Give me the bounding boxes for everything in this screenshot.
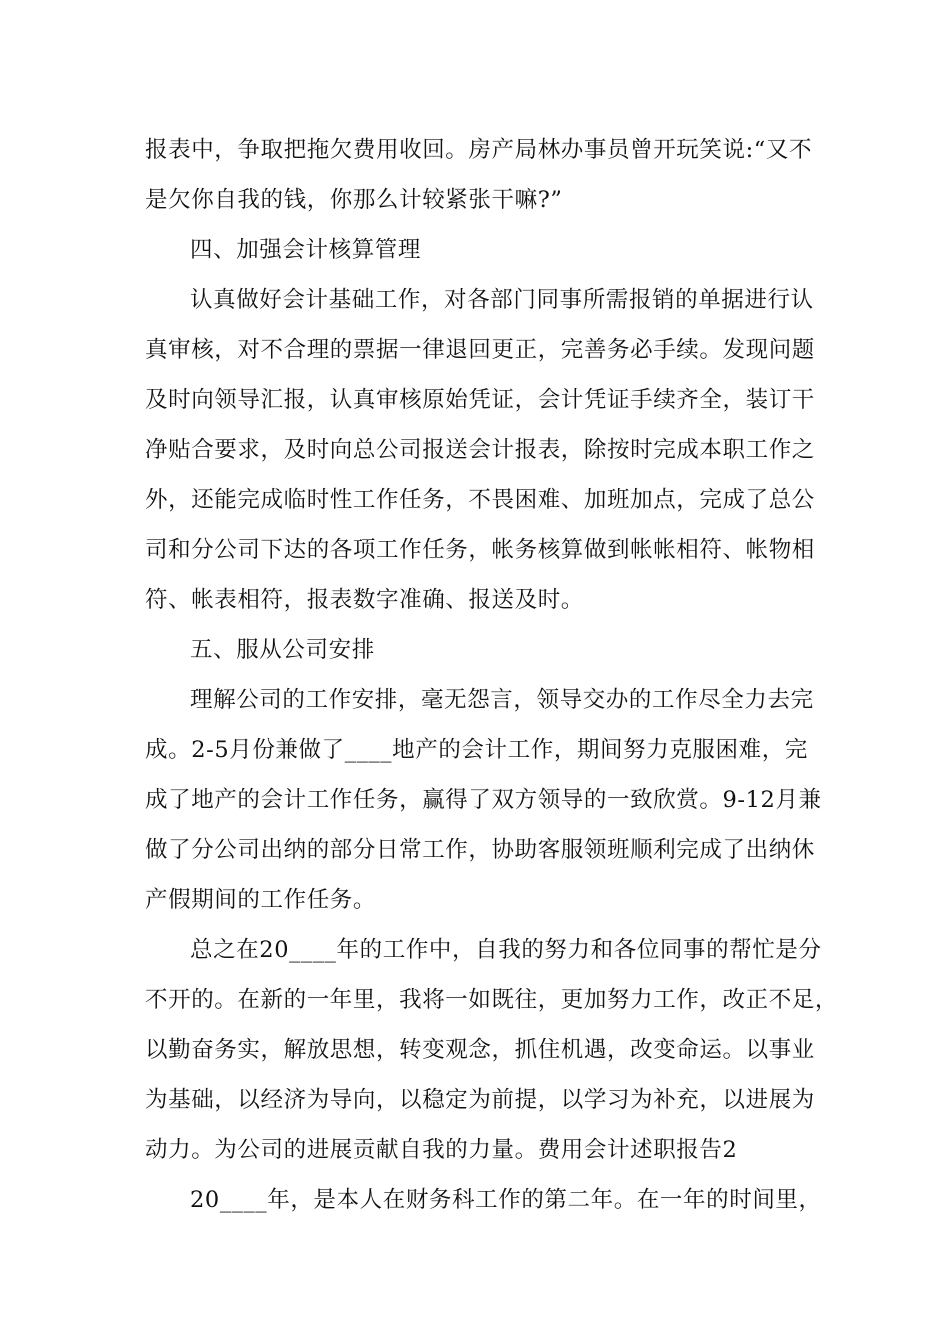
text-line: 成。2-5月份兼做了____地产的会计工作，期间努力克服困难，完: [145, 737, 808, 763]
text-line: 为基础，以经济为导向，以稳定为前提，以学习为补充，以进展为: [145, 1087, 815, 1113]
text-line: 报表中，争取把拖欠费用收回。房产局林办事员曾开玩笑说:“又不: [145, 137, 813, 163]
text-line: 净贴合要求，及时向总公司报送会计报表，除按时完成本职工作之: [145, 437, 815, 463]
text-line: 真审核，对不合理的票据一律退回更正，完善务必手续。发现问题: [145, 337, 815, 363]
text-line: 不开的。在新的一年里，我将一如既往，更加努力工作，改正不足，: [145, 987, 839, 1013]
section-heading: 五、服从公司安排: [190, 637, 375, 663]
text-line: 20____年，是本人在财务科工作的第二年。在一年的时间里，: [190, 1187, 822, 1213]
text-line: 是欠你自我的钱，你那么计较紧张干嘛?”: [145, 187, 563, 213]
text-line: 做了分公司出纳的部分日常工作，协助客服领班顺利完成了出纳休: [145, 837, 815, 863]
text-line: 外，还能完成临时性工作任务，不畏困难、加班加点，完成了总公: [145, 487, 815, 513]
text-line: 符、帐表相符，报表数字准确、报送及时。: [145, 587, 584, 613]
text-line: 以勤奋务实，解放思想，转变观念，抓住机遇，改变命运。以事业: [145, 1037, 815, 1063]
text-line: 产假期间的工作任务。: [145, 887, 377, 913]
text-line: 及时向领导汇报，认真审核原始凭证，会计凭证手续齐全，装订干: [145, 387, 815, 413]
text-line: 司和分公司下达的各项工作任务，帐务核算做到帐帐相符、帐物相: [145, 537, 815, 563]
text-line: 动力。为公司的进展贡献自我的力量。费用会计述职报告2: [145, 1137, 738, 1163]
text-line: 总之在20____年的工作中，自我的努力和各位同事的帮忙是分: [190, 937, 822, 963]
text-line: 成了地产的会计工作任务，赢得了双方领导的一致欣赏。9-12月兼: [145, 787, 822, 813]
text-line: 认真做好会计基础工作，对各部门同事所需报销的单据进行认: [190, 287, 814, 313]
text-line: 理解公司的工作安排，毫无怨言，领导交办的工作尽全力去完: [190, 687, 814, 713]
section-heading: 四、加强会计核算管理: [190, 237, 422, 263]
